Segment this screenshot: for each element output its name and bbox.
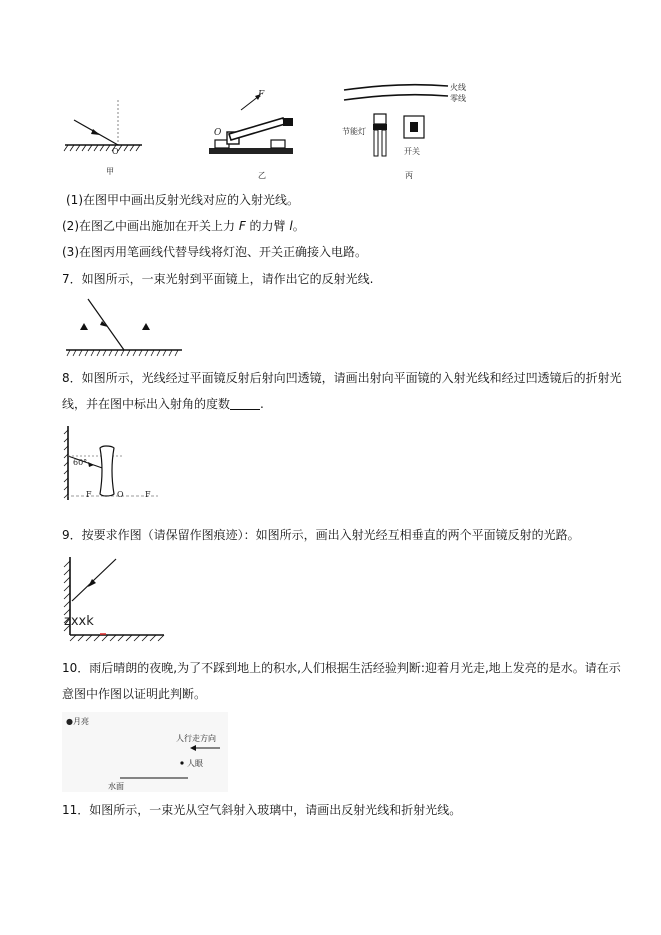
figure-yi (205, 88, 305, 163)
q7-figure (62, 295, 187, 360)
q8-line2-after: . (260, 397, 264, 411)
q6-sub3: (3)在图丙用笔画线代替导线将灯泡、开关正确接入电路。 (62, 245, 368, 259)
q6-sub2-middle: 的力臂 (245, 219, 290, 233)
q8-angle-label: 60° (73, 458, 88, 467)
answer-blank[interactable] (230, 399, 260, 410)
q9-figure (60, 553, 170, 645)
neutral-wire-label: 零线 (450, 94, 466, 103)
q11-text: 11．如图所示，一束光从空气斜射入玻璃中，请画出反射光线和折射光线。 (62, 803, 462, 817)
q8-focus-left-label: F (86, 490, 92, 499)
q8-line2 (62, 396, 264, 412)
q6-sub1: (1)在图甲中画出反射光线对应的入射光线。 (66, 193, 299, 207)
q6-sub2-end: 。 (292, 219, 305, 233)
q10-line1: 10．雨后晴朗的夜晚,为了不踩到地上的积水,人们根据生活经验判断:迎着月光走,地上发亮的是水。请在示 (62, 661, 621, 675)
q8-line1: 8．如图所示，光线经过平面镜反射后射向凹透镜，请画出射向平面镜的入射光线和经过凹透镜后的折射光 (62, 371, 622, 385)
lamp-label: 节能灯 (342, 127, 366, 136)
figure-jia (60, 95, 150, 175)
figure-jia-point-label: O (112, 147, 119, 156)
q6-sub2-before: (2)在图乙中画出施加在开关上力 (62, 219, 239, 233)
figure-yi-label: 乙 (258, 171, 266, 180)
q8-center-label: O (117, 490, 124, 499)
q10-line2: 意图中作图以证明此判断。 (62, 687, 207, 701)
q10-drawing (62, 712, 228, 792)
q6-sub2 (62, 218, 305, 234)
figure-jia-label: 甲 (106, 167, 114, 176)
water-label: 水面 (108, 782, 124, 791)
figure-yi-point-label: O (214, 128, 222, 138)
moon-label: ●月亮 (66, 717, 89, 726)
live-wire-label: 火线 (450, 83, 466, 92)
q6-sub2-l: l (289, 219, 293, 233)
figure-bing-label: 丙 (405, 171, 413, 180)
watermark-text: zxxk (64, 614, 94, 629)
q8-focus-right-label: F (145, 490, 151, 499)
switch-label: 开关 (404, 147, 420, 156)
q9-text: 9．按要求作图（请保留作图痕迹）：如图所示，画出入射光经互相垂直的两个平面镜反射的光路。 (62, 528, 580, 542)
eye-label: 人眼 (187, 759, 203, 768)
q8-line2-before: 线，并在图中标出入射角的度数 (62, 397, 231, 411)
figure-yi-force-label: F (258, 90, 265, 100)
q7-text: 7．如图所示，一束光射到平面镜上，请作出它的反射光线. (62, 272, 374, 286)
q6-sub2-F: F (238, 219, 246, 233)
walk-direction-label: 人行走方向 (176, 734, 216, 743)
